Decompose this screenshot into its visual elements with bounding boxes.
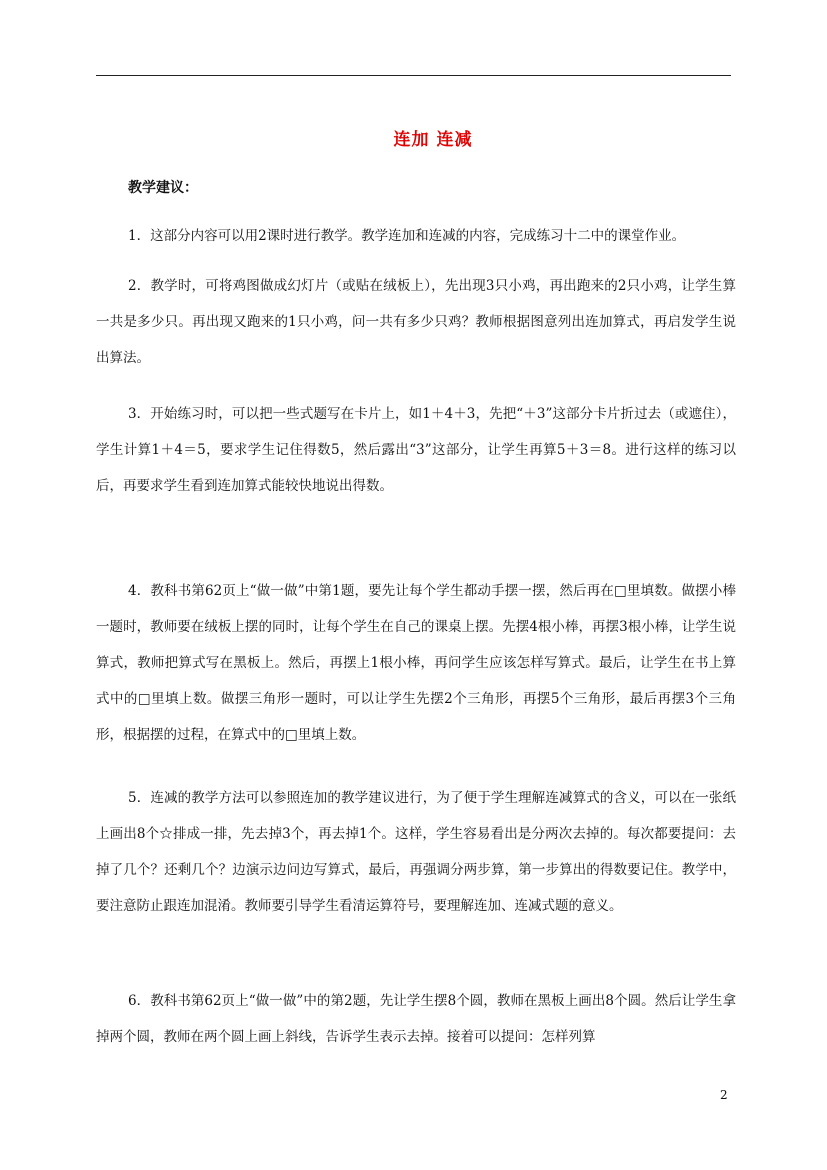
paragraph-2: 2．教学时，可将鸡图做成幻灯片（或贴在绒板上），先出现3只小鸡，再出跑来的2只小鸡，让学生算一共是多少只。再出现又跑来的1只小鸡，问一共有多少只鸡？教师根据图意列出连加算式，再启发学生说出算法。	[96, 278, 736, 366]
section-label: 教学建议：	[128, 180, 198, 196]
paragraph-5: 5．连减的教学方法可以参照连加的教学建议进行，为了便于学生理解连减算式的含义，可以在一张纸上画出8个☆排成一排，先去掉3个，再去掉1个。这样，学生容易看出是分两次去掉的。每次都要提问：去掉了几个？还剩几个？边演示边问边写算式，最后，再强调分两步算，第一步算出的得数要记住。教学中，要注意防止跟连加混淆。教师要引导学生看清运算符号，要理解连加、连减式题的意义。	[96, 790, 736, 914]
paragraph-1: 1．这部分内容可以用2课时进行教学。教学连加和连减的内容，完成练习十二中的课堂作业。	[128, 228, 686, 244]
page-number: 2	[720, 1088, 728, 1102]
page-title: 连加 连减	[393, 130, 473, 150]
paragraph-3: 3．开始练习时，可以把一些式题写在卡片上，如1＋4＋3，先把“＋3”这部分卡片折过去（或遮住），学生计算1＋4＝5，要求学生记住得数5，然后露出“3”这部分，让学生再算5＋3＝8。进行这样的练习以后，再要求学生看到连加算式能较快地说出得数。	[96, 406, 736, 494]
paragraph-6: 6．教科书第62页上“做一做”中的第2题，先让学生摆8个圆，教师在黑板上画出8个圆。然后让学生拿掉两个圆，教师在两个圆上画上斜线，告诉学生表示去掉。接着可以提问：怎样列算	[96, 993, 736, 1045]
paragraph-4: 4．教科书第62页上“做一做”中第1题，要先让每个学生都动手摆一摆，然后再在□里填数。做摆小棒一题时，教师要在绒板上摆的同时，让每个学生在自己的课桌上摆。先摆4根小棒，再摆3根小棒，让学生说算式，教师把算式写在黑板上。然后，再摆上1根小棒，再问学生应该怎样写算式。最后，让学生在书上算式中的□里填上数。做摆三角形一题时，可以让学生先摆2个三角形，再摆5个三角形，最后再摆3个三角形，根据摆的过程，在算式中的□里填上数。	[96, 583, 736, 743]
header-rule	[96, 75, 731, 76]
